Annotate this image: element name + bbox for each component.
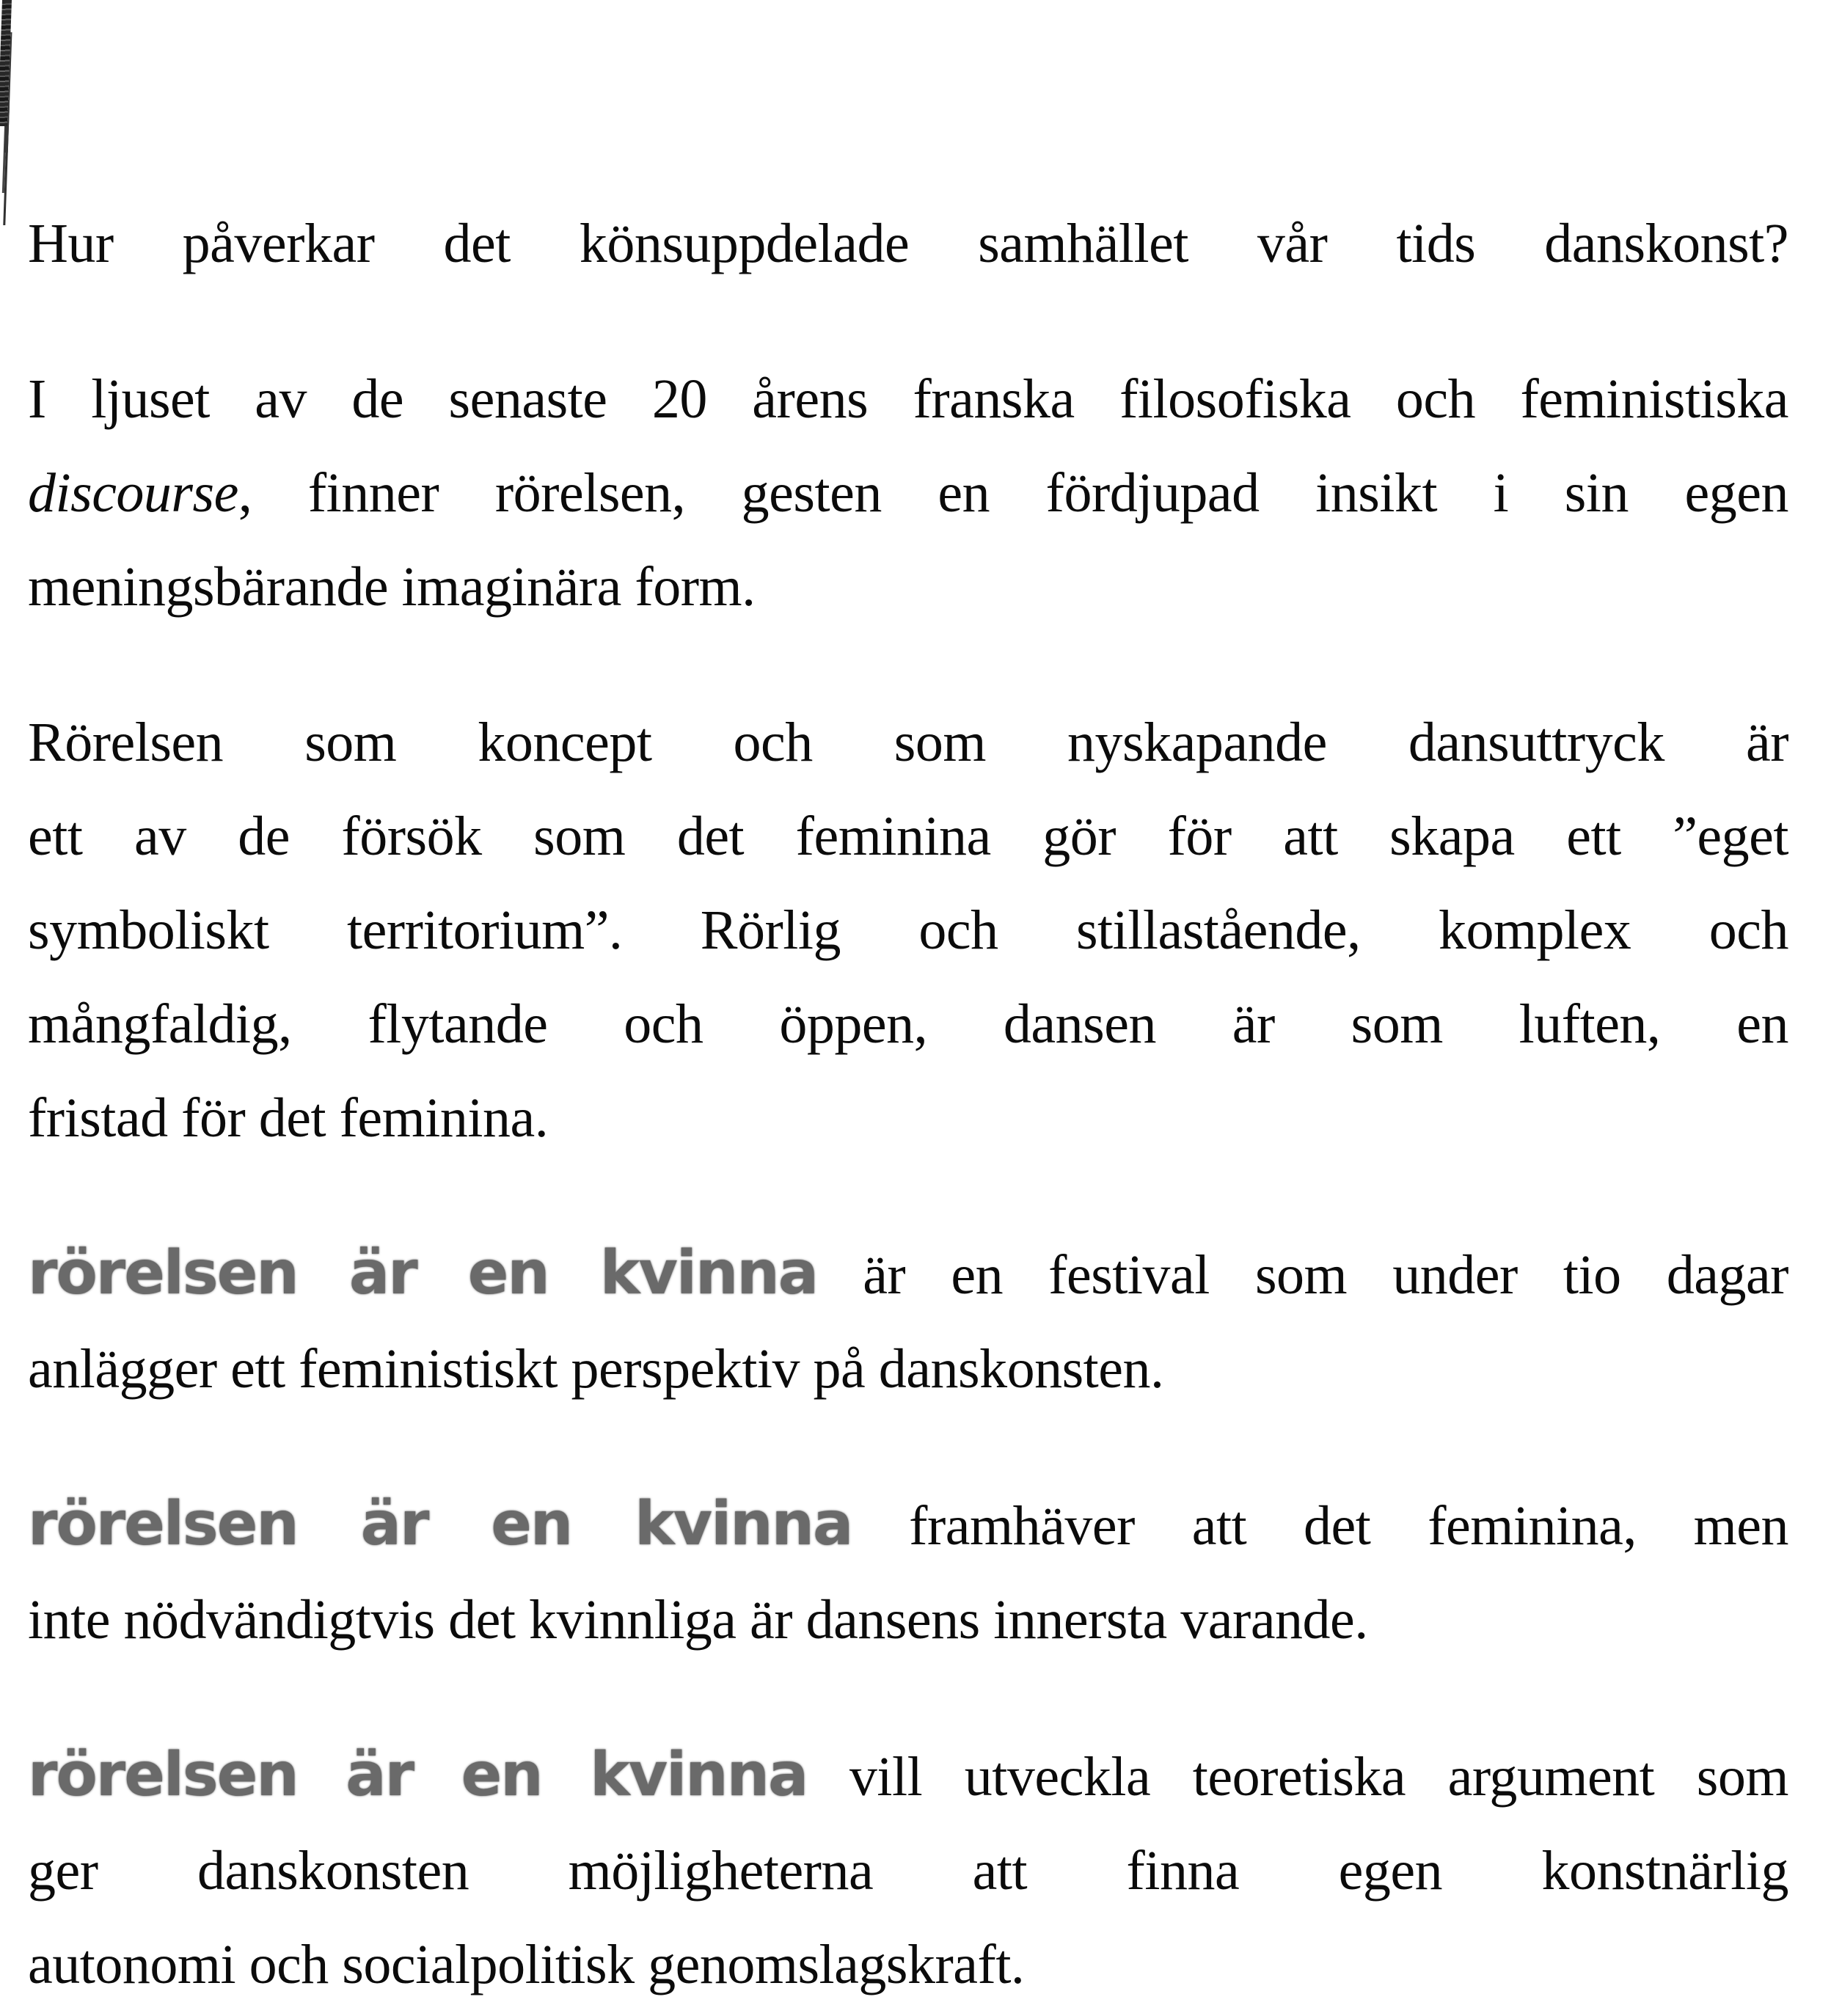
paragraph-intro [28,352,1788,634]
intro-line-1: I ljuset av de senaste 20 årens franska filosofiska och feministiska [28,368,1788,430]
heading-question [28,197,1788,291]
festival-logo-wordmark: rörelsen är en kvinna [28,1489,852,1559]
heading-question-line: Hur påverkar det könsuppdelade samhället vår tids danskonst? [28,213,1788,274]
paragraph-festival [28,1227,1788,1416]
festival-line-1 [28,1227,1788,1322]
theory-line-1-rest: vill utveckla teoretiska argument som [807,1746,1789,1808]
movement-line-1: Rörelsen som koncept och som nyskapande dansuttryck är [28,712,1788,773]
festival-line-2: anlägger ett feministiskt perspektiv på danskonsten. [28,1338,1164,1400]
festival-line-1-rest: är en festival som under tio dagar [817,1244,1788,1306]
intro-line-2-rest: , finner rörelsen, gesten en fördjupad insikt i sin egen [238,462,1788,524]
festival-logo-wordmark: rörelsen är en kvinna [28,1238,818,1308]
paragraph-feminine [28,1478,1788,1667]
theory-line-1 [28,1728,1788,1824]
intro-line-3: meningsbärande imaginära form. [28,556,756,618]
feminine-line-1-rest: framhäver att det feminina, men [852,1495,1789,1557]
feminine-line-2: inte nödvändigtvis det kvinnliga är dansens innersta varande. [28,1589,1368,1651]
theory-line-3: autonomi och socialpolitisk genomslagskraft. [28,1934,1025,1995]
paragraph-movement [28,695,1788,1165]
movement-line-3: symboliskt territorium”. Rörlig och stillastående, komplex och [28,899,1788,961]
paragraph-theory [28,1728,1788,2012]
intro-line-2 [28,446,1788,540]
feminine-line-1 [28,1478,1788,1573]
movement-line-4: mångfaldig, flytande och öppen, dansen är som luften, en [28,993,1788,1055]
movement-line-5: fristad för det feminina. [28,1087,549,1149]
discourse-italic: discourse [28,462,238,524]
theory-line-2: ger danskonsten möjligheterna att finna egen konstnärlig [28,1840,1788,1902]
movement-line-2: ett av de försök som det feminina gör för att skapa ett ”eget [28,806,1788,867]
festival-logo-wordmark: rörelsen är en kvinna [28,1740,808,1810]
